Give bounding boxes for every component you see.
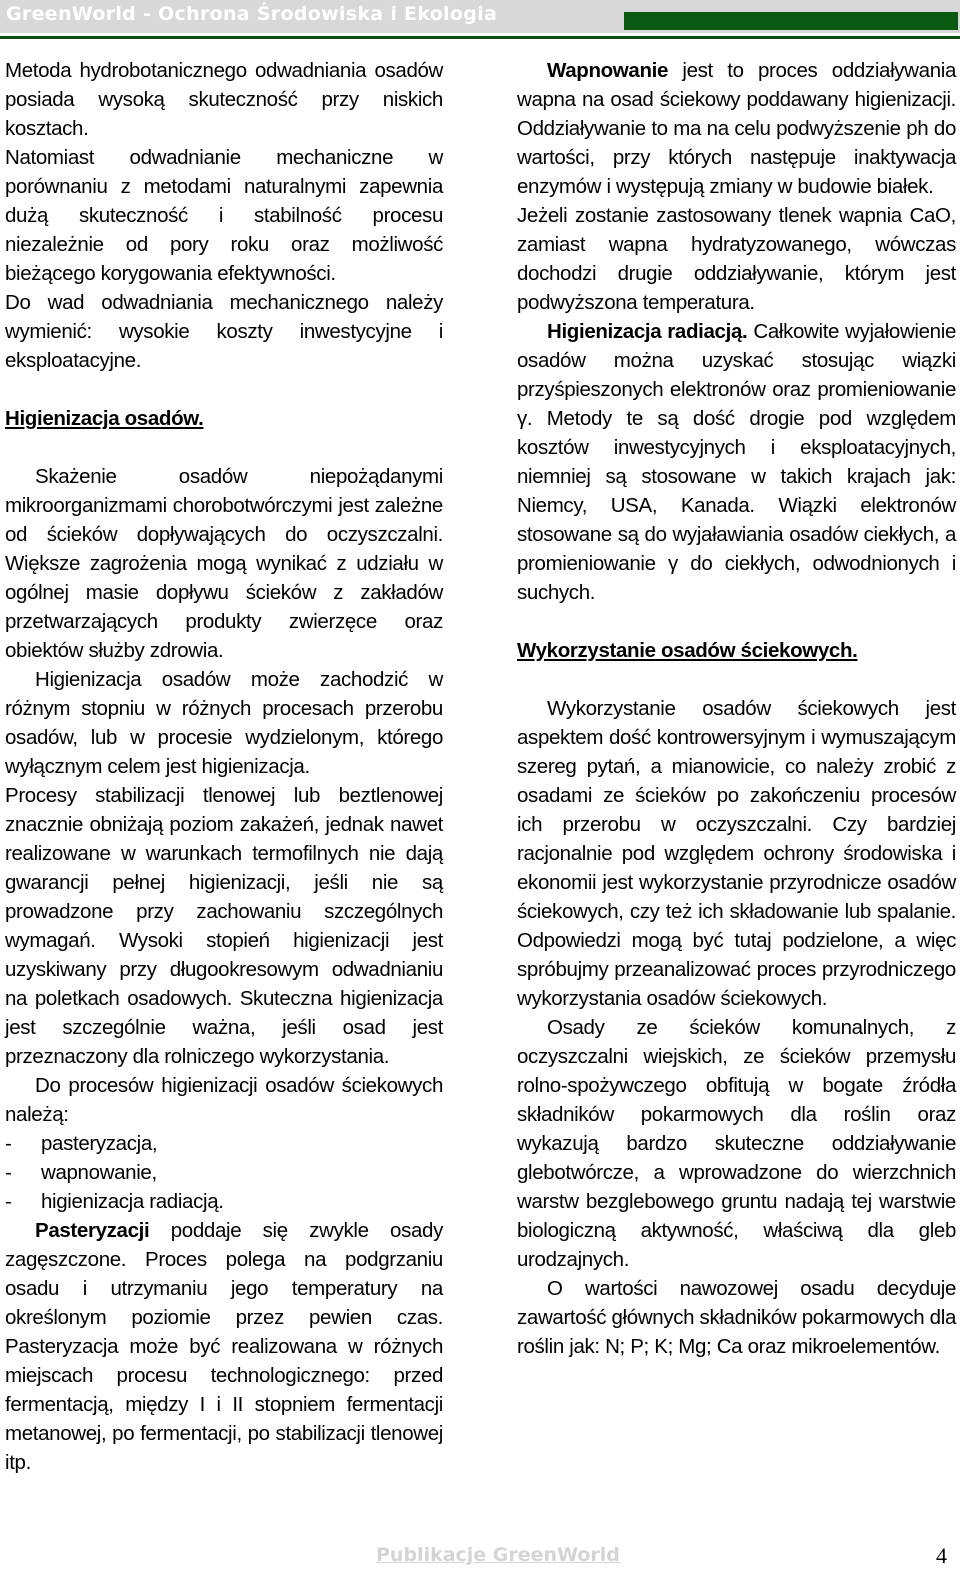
paragraph xyxy=(517,317,956,607)
page-header xyxy=(0,0,960,33)
paragraph-text: Całkowite wyjałowienie osadów można uzyskać stosując wiązki przyśpieszonych elektronów oraz promieniowanie γ. Metody te są dość drogie pod względem kosztów inwestycyjnych i eksploatacyjnych, niemniej są stosowane w takich krajach jak: Niemcy, USA, Kanada. Wiązki elektronów stosowane są do wyjaławiania osadów ciekłych, a promieniowanie γ do ciekłych, odwodnionych i suchych. xyxy=(517,320,956,604)
page-number: 4 xyxy=(936,1543,947,1568)
paragraph: Natomiast odwadnianie mechaniczne w porównaniu z metodami naturalnymi zapewnia dużą skuteczność i stabilność procesu niezależnie od pory roku oraz możliwość bieżącego korygowania efektywności. xyxy=(5,146,443,285)
paragraph-text: poddaje się zwykle osady zagęszczone. Proces polega na podgrzaniu osadu i utrzymaniu jego temperatury na określonym poziomie przez pewien czas. Pasteryzacja może być realizowana w różnych miejscach procesu technologicznego: przed fermentacją, między I i II stopniem fermentacji metanowej, po fermentacji, po stabilizacji tlenowej itp. xyxy=(5,1219,443,1474)
paragraph: Do wad odwadniania mechanicznego należy wymienić: wysokie koszty inwestycyjne i eksploatacyjne. xyxy=(5,291,443,372)
paragraph: Procesy stabilizacji tlenowej lub beztlenowej znacznie obniżają poziom zakażeń, jednak nawet realizowane w warunkach termofilnych nie dają gwarancji pełnej higienizacji, jeśli nie są prowadzone przy zachowaniu szczególnych wymagań. Wysoki stopień higienizacji jest uzyskiwany przy długookresowym odwadnianiu na poletkach osadowych. Skuteczna higienizacja jest szczególnie ważna, jeśli osad jest przeznaczony dla rolniczego wykorzystania. xyxy=(5,784,443,1068)
list-item-text: pasteryzacja, xyxy=(41,1132,158,1155)
paragraph: Osady ze ścieków komunalnych, z oczyszczalni wiejskich, ze ścieków przemysłu rolno-spożywczego obfitują w bogate źródła składników pokarmowych dla roślin oraz wykazują bardzo skuteczne oddziaływanie glebotwórcze, a wprowadzone do wierzchnich warstw bezglebowego gruntu nadają tej warstwie biologiczną aktywność, właściwą dla gleb urodzajnych. xyxy=(517,1016,956,1271)
header-title: GreenWorld - Ochrona Środowiska i Ekologia xyxy=(6,3,498,25)
list-dash: - xyxy=(5,1190,12,1213)
paragraph: Jeżeli zostanie zastosowany tlenek wapnia CaO, zamiast wapna hydratyzowanego, wówczas dochodzi drugie oddziaływanie, którym jest podwyższona temperatura. xyxy=(517,204,956,314)
right-column xyxy=(517,56,956,1361)
list-item-text: wapnowanie, xyxy=(41,1161,157,1184)
bold-term: Higienizacja radiacją. xyxy=(547,320,748,343)
section-heading-higienizacja: Higienizacja osadów. xyxy=(5,407,204,430)
header-accent-bar xyxy=(624,12,958,30)
list-item xyxy=(5,1129,443,1158)
left-column xyxy=(5,56,443,1477)
bold-term: Wapnowanie xyxy=(547,59,669,82)
bold-term: Pasteryzacji xyxy=(35,1219,150,1242)
spacer xyxy=(517,607,956,636)
header-rule xyxy=(0,36,960,39)
paragraph: Higienizacja osadów może zachodzić w różnym stopniu w różnych procesach przerobu osadów, lub w procesie wydzielonym, którego wyłącznym celem jest higienizacja. xyxy=(5,668,443,778)
spacer xyxy=(5,375,443,404)
list-dash: - xyxy=(5,1132,12,1155)
list-item xyxy=(5,1158,443,1187)
list-item-text: higienizacja radiacją. xyxy=(41,1190,224,1213)
paragraph: Metoda hydrobotanicznego odwadniania osadów posiada wysoką skuteczność przy niskich kosztach. xyxy=(5,59,443,140)
section-heading-wykorzystanie: Wykorzystanie osadów ściekowych. xyxy=(517,639,858,662)
spacer xyxy=(5,433,443,462)
paragraph: Skażenie osadów niepożądanymi mikroorganizmami chorobotwórczymi jest zależne od ścieków dopływających do oczyszczalni. Większe zagrożenia mogą wynikać z udziału w ogólnej masie dopływu ścieków z zakładów przetwarzających produkty zwierzęce oraz obiektów służby zdrowia. xyxy=(5,465,443,662)
list-item xyxy=(5,1187,443,1216)
paragraph-text: jest to proces oddziaływania wapna na osad ściekowy poddawany higienizacji. Oddziaływanie to ma na celu podwyższenie ph do wartości, przy których następuje inaktywacja enzymów i występują zmiany w budowie białek. xyxy=(517,59,956,198)
footer-link[interactable]: Publikacje GreenWorld xyxy=(376,1544,620,1566)
list-dash: - xyxy=(5,1161,12,1184)
spacer xyxy=(517,665,956,694)
paragraph: Wykorzystanie osadów ściekowych jest aspektem dość kontrowersyjnym i wymuszającym szereg pytań, a mianowicie, co należy zrobić z osadami ze ścieków po zakończeniu procesów ich przerobu w oczyszczalni. Czy bardziej racjonalnie pod względem ochrony środowiska i ekonomii jest wykorzystanie przyrodnicze osadów ściekowych, czy też ich składowanie lub spalanie. Odpowiedzi mogą być tutaj podzielone, a więc spróbujmy przeanalizować proces przyrodniczego wykorzystania osadów ściekowych. xyxy=(517,697,956,1010)
paragraph xyxy=(5,1216,443,1477)
paragraph: Do procesów higienizacji osadów ściekowych należą: xyxy=(5,1074,443,1126)
paragraph: O wartości nawozowej osadu decyduje zawartość głównych składników pokarmowych dla roślin jak: N; P; K; Mg; Ca oraz mikroelementów. xyxy=(517,1277,956,1358)
paragraph xyxy=(517,56,956,201)
